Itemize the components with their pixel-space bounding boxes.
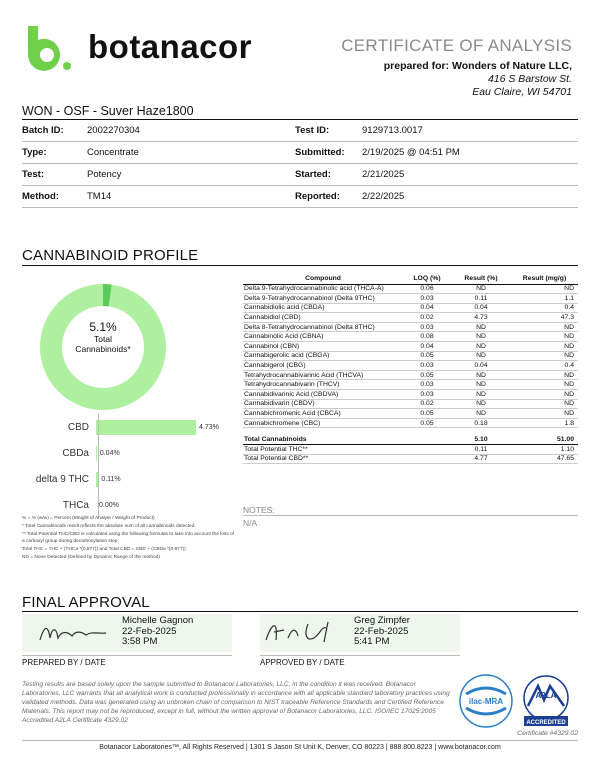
footnote: ND = None Detected (Defined by Dynamic Range of the method) — [22, 555, 160, 561]
table-cell: ND — [511, 380, 578, 390]
bar-value: 0.04% — [99, 449, 120, 457]
botanacor-logo-icon — [22, 22, 72, 72]
table-cell: Cannabinolic Acid (CBNA) — [243, 332, 403, 342]
table-cell: ND — [511, 390, 578, 400]
table-header-row — [243, 273, 578, 284]
table-cell: 0.05 — [403, 351, 451, 361]
total-percent: 5.1% — [89, 320, 117, 334]
table-row — [243, 313, 578, 323]
table-cell: 0.04 — [451, 303, 511, 313]
table-cell: 1.8 — [511, 418, 578, 428]
bar-axis — [98, 414, 99, 440]
meta-key: Type: — [22, 147, 47, 158]
table-cell: Total Potential THC** — [243, 445, 403, 455]
table-row — [243, 284, 578, 294]
table-cell — [403, 428, 451, 435]
divider — [22, 611, 578, 612]
footnotes — [22, 516, 237, 563]
table-row — [243, 351, 578, 361]
svg-text:A2LA: A2LA — [535, 691, 557, 700]
bar-label: delta 9 THC — [35, 473, 89, 485]
meta-value: Concentrate — [87, 147, 139, 158]
table-cell: ND — [451, 332, 511, 342]
table-row — [243, 294, 578, 304]
table-cell: ND — [451, 390, 511, 400]
table-cell: 0.11 — [451, 294, 511, 304]
meta-key: Reported: — [295, 191, 340, 202]
ilac-mra-seal-icon — [460, 675, 512, 727]
table-row — [243, 380, 578, 390]
final-approval-title: FINAL APPROVAL — [22, 594, 150, 611]
table-cell: 0.03 — [403, 294, 451, 304]
totals-row — [243, 454, 578, 464]
table-cell: Cannabidivarinic Acid (CBDVA) — [243, 390, 403, 400]
donut-center-label — [38, 322, 168, 354]
table-cell: 0.04 — [403, 303, 451, 313]
table-cell: 4.73 — [451, 313, 511, 323]
table-cell: Delta 8-Tetrahydrocannabinol (Delta 8THC) — [243, 322, 403, 332]
table-row — [243, 303, 578, 313]
bar-value: 0.11% — [101, 475, 121, 483]
table-cell: ND — [451, 399, 511, 409]
footnote: Total THC = THC + (THCa *(0.877)) and Total CBD = CBD + (CBDa *(0.877)) — [22, 546, 186, 552]
meta-value: 2/19/2025 @ 04:51 PM — [362, 147, 460, 158]
document-title: CERTIFICATE OF ANALYSIS — [341, 36, 572, 55]
table-cell: 0.06 — [403, 284, 451, 294]
table-cell: Tetrahydrocannabivarinic Acid (THCVA) — [243, 370, 403, 380]
divider — [22, 655, 232, 656]
meta-value: 9129713.0017 — [362, 125, 423, 136]
bar-label: THCa — [62, 499, 89, 511]
table-cell: Cannabichromene (CBC) — [243, 418, 403, 428]
table-cell: ND — [511, 284, 578, 294]
footnote: % = % (w/w) = Percent (Weight of Analyte / Weight of Product) — [22, 516, 155, 521]
meta-key: Started: — [295, 169, 331, 180]
certificate-number: Certificate #4329.02 — [517, 730, 578, 737]
table-cell — [403, 445, 451, 455]
table-cell: ND — [511, 351, 578, 361]
table-cell — [403, 454, 451, 464]
client-address-line2: Eau Claire, WI 54701 — [472, 86, 572, 98]
table-cell: Total Cannabinoids — [243, 435, 403, 445]
table-cell: 0.02 — [403, 313, 451, 323]
table-row — [243, 370, 578, 380]
bar-axis — [98, 440, 99, 466]
table-body — [243, 284, 578, 464]
svg-text:ACCREDITED: ACCREDITED — [526, 720, 566, 726]
bar-label: CBDa — [62, 447, 89, 459]
table-cell: 0.05 — [403, 409, 451, 419]
meta-value: 2/21/2025 — [362, 169, 405, 180]
table-cell: ND — [511, 332, 578, 342]
table-cell: ND — [511, 370, 578, 380]
signature-icon — [264, 618, 344, 646]
meta-key: Batch ID: — [22, 125, 64, 136]
prepared-by-details — [122, 616, 193, 648]
table-cell: 0.08 — [403, 332, 451, 342]
table-cell — [403, 435, 451, 445]
table-cell: 0.05 — [403, 418, 451, 428]
notes-label: NOTES: — [243, 505, 275, 515]
table-cell: ND — [511, 399, 578, 409]
total-label: Cannabinoids* — [75, 344, 131, 354]
product-name: WON - OSF - Suver Haze1800 — [22, 104, 194, 118]
table-cell: 0.04 — [403, 342, 451, 352]
client-name: Wonders of Nature LLC, — [452, 60, 572, 72]
bar — [96, 446, 97, 461]
disclaimer: Testing results are based solely upon the sample submitted to Botanacor Laboratories, LLC, in the condition it was received. Botanacor Laboratories, LLC warrants that all analytical work is conducted professionally in accordance with all applicable standard laboratory practices using validated methods. Data was generated using an unbroken chain of comparison to NIST traceable Reference Standards and Certified Reference Materials. This report may not be reproduced, except in full, without the written approval of Botanacor Laboratories, LLC. ISO/IEC 17025:2005 Accredited A2LA Certificate 4329.02 — [22, 681, 450, 724]
meta-row — [22, 142, 578, 164]
table-cell: 5.10 — [451, 435, 511, 445]
table-cell: 47.3 — [511, 313, 578, 323]
accreditation-seals — [458, 672, 578, 730]
approved-by-date: 22-Feb-2025 — [354, 625, 409, 637]
table-cell: Cannabidivarin (CBDV) — [243, 399, 403, 409]
table-cell: Tetrahydrocannabivarin (THCV) — [243, 380, 403, 390]
approved-by-name: Greg Zimpfer — [354, 615, 410, 626]
table-cell: ND — [451, 342, 511, 352]
table-cell: ND — [451, 370, 511, 380]
table-cell: ND — [451, 351, 511, 361]
table-cell: Delta 9-Tetrahydrocannabinol (Delta 9THC) — [243, 294, 403, 304]
table-cell — [511, 428, 578, 435]
table-cell: Cannabigerolic acid (CBGA) — [243, 351, 403, 361]
table-row — [243, 390, 578, 400]
table-row — [243, 409, 578, 419]
column-header: Compound — [243, 273, 403, 284]
column-header: LOQ (%) — [403, 273, 451, 284]
compound-results-table — [243, 273, 578, 464]
table-row — [243, 342, 578, 352]
table-cell: 0.05 — [403, 370, 451, 380]
meta-key: Test: — [22, 169, 44, 180]
table-cell: Cannabidiol (CBD) — [243, 313, 403, 323]
table-cell — [451, 428, 511, 435]
divider — [243, 515, 578, 516]
column-header: Result (mg/g) — [511, 273, 578, 284]
column-header: Result (%) — [451, 273, 511, 284]
bar-label: CBD — [67, 421, 89, 433]
table-cell: Total Potential CBD** — [243, 454, 403, 464]
bar-row — [22, 492, 232, 518]
table-row — [243, 332, 578, 342]
table-cell: ND — [451, 322, 511, 332]
table-cell: 0.18 — [451, 418, 511, 428]
meta-key: Test ID: — [295, 125, 330, 136]
bar-axis — [98, 466, 99, 492]
meta-row — [22, 164, 578, 186]
meta-key: Submitted: — [295, 147, 345, 158]
table-cell: 47.65 — [511, 454, 578, 464]
table-cell: 0.03 — [403, 361, 451, 371]
approved-by-role: APPROVED BY / DATE — [260, 658, 345, 667]
table-cell: 4.77 — [451, 454, 511, 464]
table-cell: ND — [451, 409, 511, 419]
prepared-for-block — [384, 60, 572, 99]
bar-value: 4.73% — [199, 423, 219, 431]
potency-bar-chart — [22, 414, 232, 518]
table-row — [243, 361, 578, 371]
client-address-line1: 416 S Barstow St. — [487, 73, 572, 85]
table-cell: 0.11 — [451, 445, 511, 455]
bar-value: 0.00% — [99, 501, 119, 509]
sample-metadata — [22, 120, 578, 208]
a2la-seal-icon — [524, 676, 568, 726]
bar-axis — [98, 492, 99, 518]
table-row — [243, 399, 578, 409]
table-cell: Cannabidiolic acid (CBDA) — [243, 303, 403, 313]
table-cell: 51.00 — [511, 435, 578, 445]
cannabinoid-profile-title: CANNABINOID PROFILE — [22, 247, 199, 264]
table-cell: 0.03 — [403, 322, 451, 332]
table-cell: ND — [451, 284, 511, 294]
totals-row — [243, 435, 578, 445]
table-cell: Cannabinol (CBN) — [243, 342, 403, 352]
meta-value: TM14 — [87, 191, 112, 202]
table-cell: 0.04 — [451, 361, 511, 371]
meta-value: 2002270304 — [87, 125, 140, 136]
brand-name: botanacor — [88, 28, 253, 65]
bar-row — [22, 466, 232, 492]
meta-key: Method: — [22, 191, 59, 202]
table-cell: 0.4 — [511, 303, 578, 313]
table-cell — [243, 428, 403, 435]
signature-icon — [38, 620, 108, 646]
bar-row — [22, 414, 232, 440]
prepared-by-role: PREPARED BY / DATE — [22, 658, 106, 667]
table-cell: 1.10 — [511, 445, 578, 455]
table-cell: ND — [511, 409, 578, 419]
meta-value: Potency — [87, 169, 122, 180]
prepared-by-date: 22-Feb-2025 — [122, 625, 177, 637]
table-cell: 1.1 — [511, 294, 578, 304]
table-cell: Delta 9-Tetrahydrocannabinolic acid (THCA-A) — [243, 284, 403, 294]
bar-row — [22, 440, 232, 466]
prepared-for-label: prepared for: — [383, 60, 450, 72]
table-cell: ND — [451, 380, 511, 390]
footnote: ** Total Potential THC/CBD is calculated using the following formulas to take into account the loss of a carboxyl group during decarboxylation step. — [22, 532, 235, 544]
divider — [22, 265, 578, 266]
table-cell: 0.03 — [403, 380, 451, 390]
notes-value: N/A — [243, 518, 258, 528]
table-row — [243, 418, 578, 428]
table-spacer — [243, 428, 578, 435]
svg-text:ilac-MRA: ilac-MRA — [468, 697, 504, 706]
footnote: * Total Cannabinoids result reflects the absolute sum of all cannabinoids detected. — [22, 524, 196, 530]
table-cell: ND — [511, 322, 578, 332]
table-cell: Cannabichromenic Acid (CBCA) — [243, 409, 403, 419]
table-cell: 0.03 — [403, 390, 451, 400]
bar — [96, 420, 196, 435]
table-cell: 0.02 — [403, 399, 451, 409]
footer: Botanacor Laboratories™, All Rights Reserved | 1301 S Jason St Unit K, Denver, CO 80223 | 888.800.8223 | www.botanacor.com — [99, 744, 501, 751]
approved-by-time: 5:41 PM — [354, 636, 390, 647]
approved-by-details — [354, 616, 410, 648]
totals-row — [243, 445, 578, 455]
meta-row — [22, 120, 578, 142]
divider — [22, 740, 578, 741]
table-row — [243, 322, 578, 332]
divider — [260, 655, 460, 656]
table-cell: 0.4 — [511, 361, 578, 371]
meta-row — [22, 186, 578, 208]
prepared-by-time: 3:58 PM — [122, 636, 158, 647]
meta-value: 2/22/2025 — [362, 191, 405, 202]
table-cell: ND — [511, 342, 578, 352]
total-label: Total — [94, 334, 112, 344]
table-cell: Cannabigerol (CBG) — [243, 361, 403, 371]
prepared-by-name: Michelle Gagnon — [122, 615, 194, 626]
